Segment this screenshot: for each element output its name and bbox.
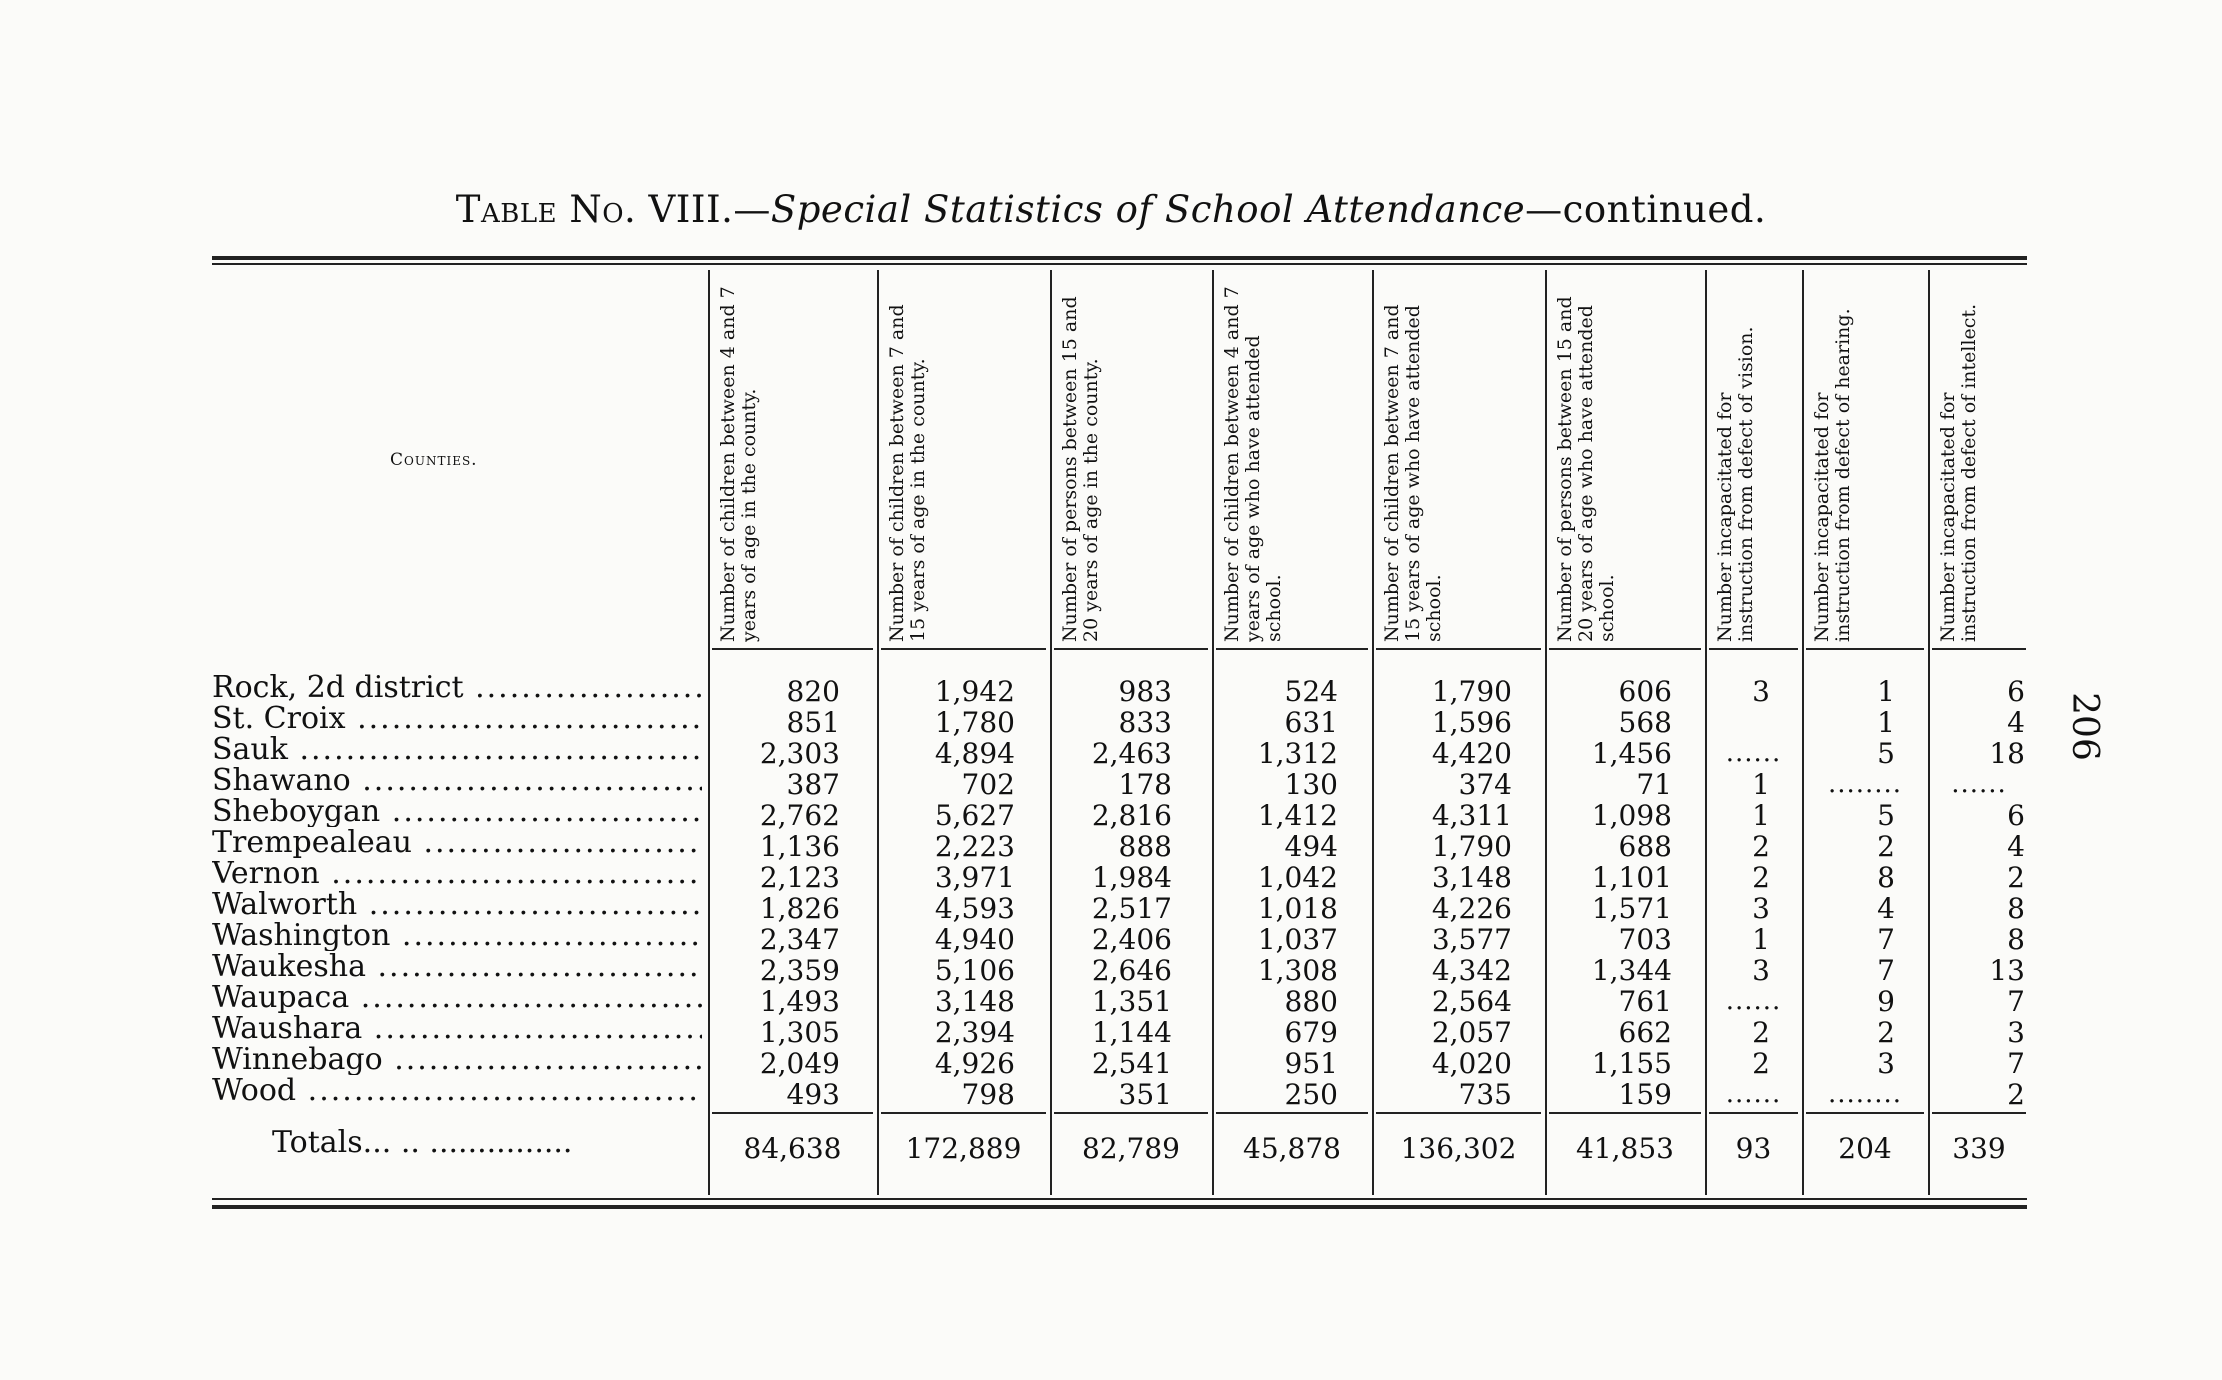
column-header	[1705, 270, 1802, 642]
totals-separator	[1054, 1112, 1208, 1114]
county-name: Washington .....	[212, 920, 702, 951]
top-rule	[212, 263, 2027, 265]
table-cell: 4,926	[934, 1047, 1015, 1080]
table-cell: 4,940	[934, 923, 1015, 956]
table-cell: 1,571	[1591, 892, 1672, 925]
county-name: Sheboygan .....	[212, 796, 702, 827]
table-cell: 568	[1618, 706, 1672, 739]
county-name: Winnebago .....	[212, 1044, 702, 1075]
table-cell: 494	[1284, 830, 1338, 863]
county-name: Waukesha .....	[212, 951, 702, 982]
table-cell: 1,155	[1591, 1047, 1672, 1080]
table-cell: 2	[2007, 1078, 2025, 1111]
totals-separator	[712, 1112, 873, 1114]
table-cell: 2,762	[759, 799, 840, 832]
table-cell: 2,303	[759, 737, 840, 770]
column-header	[708, 270, 877, 642]
table-cell: 178	[1118, 768, 1172, 801]
table-cell: 761	[1618, 985, 1672, 1018]
table-cell: 3,971	[934, 861, 1015, 894]
header-underline	[1709, 648, 1798, 650]
table-cell: 1,312	[1257, 737, 1338, 770]
column-header-text: Number of persons between 15 and 20 years of age in the county.	[1059, 296, 1102, 642]
page-title	[0, 188, 2222, 231]
table-cell: 1,308	[1257, 954, 1338, 987]
column-header-text: Number of children between 4 and 7 years of age who have attended school.	[1221, 286, 1285, 642]
county-name: Walworth .....	[212, 889, 702, 920]
table-cell: 2,394	[934, 1016, 1015, 1049]
column-header-text: Number incapacitated for instruction from defect of hearing.	[1811, 308, 1854, 642]
totals-cell: 82,789	[1082, 1132, 1180, 1165]
table-cell: 606	[1618, 675, 1672, 708]
table-cell: 250	[1284, 1078, 1338, 1111]
empty-cell: ......	[1725, 738, 1782, 768]
table-cell: 1	[1877, 675, 1895, 708]
table-cell: 4,311	[1431, 799, 1512, 832]
totals-cell: 339	[1952, 1132, 2006, 1165]
table-cell: 493	[786, 1078, 840, 1111]
totals-cell: 45,878	[1243, 1132, 1341, 1165]
table-cell: 159	[1618, 1078, 1672, 1111]
table-cell: 702	[961, 768, 1015, 801]
table-cell: 3	[2007, 1016, 2025, 1049]
title-italic: Special Statistics of School Attendance	[770, 188, 1526, 231]
column-header	[1212, 270, 1372, 642]
column-header-text: Number of persons between 15 and 20 years of age who have attended school.	[1554, 296, 1618, 642]
header-underline	[1376, 648, 1541, 650]
table-cell: 2	[2007, 861, 2025, 894]
table-cell: 2	[1877, 830, 1895, 863]
table-cell: 4,342	[1431, 954, 1512, 987]
table-cell: 1,101	[1591, 861, 1672, 894]
table-cell: 1,412	[1257, 799, 1338, 832]
header-underline	[712, 648, 873, 650]
table-cell: 1,826	[759, 892, 840, 925]
table-cell: 2,564	[1431, 985, 1512, 1018]
table-cell: 4,420	[1431, 737, 1512, 770]
county-name: Rock, 2d district .....	[212, 672, 702, 703]
table-cell: 2,646	[1091, 954, 1172, 987]
table-cell: 679	[1284, 1016, 1338, 1049]
totals-cell: 41,853	[1576, 1132, 1674, 1165]
table-cell: 387	[786, 768, 840, 801]
table-cell: 7	[2007, 985, 2025, 1018]
table-cell: 1,942	[934, 675, 1015, 708]
county-name: Waupaca .....	[212, 982, 702, 1013]
table-cell: 1,790	[1431, 830, 1512, 863]
totals-separator	[881, 1112, 1046, 1114]
table-cell: 6	[2007, 675, 2025, 708]
column-header-text: Number incapacitated for instruction from defect of intellect.	[1937, 303, 1980, 642]
county-name: Shawano .....	[212, 765, 702, 796]
totals-separator	[1709, 1112, 1798, 1114]
table-cell: 18	[1989, 737, 2025, 770]
county-name: Vernon .....	[212, 858, 702, 889]
table-cell: 1	[1752, 923, 1770, 956]
table-cell: 1,136	[759, 830, 840, 863]
table-cell: 3,148	[934, 985, 1015, 1018]
table-cell: 4,020	[1431, 1047, 1512, 1080]
table-cell: 631	[1284, 706, 1338, 739]
table-cell: 2	[1752, 861, 1770, 894]
header-underline	[1054, 648, 1208, 650]
table-cell: 1	[1752, 768, 1770, 801]
column-header	[877, 270, 1050, 642]
totals-label: Totals... .. ...............	[272, 1125, 573, 1160]
table-cell: 1,042	[1257, 861, 1338, 894]
column-header	[1050, 270, 1212, 642]
table-cell: 1,144	[1091, 1016, 1172, 1049]
table-cell: 880	[1284, 985, 1338, 1018]
table-cell: 130	[1284, 768, 1338, 801]
title-suffix: —continued.	[1525, 188, 1767, 231]
table-cell: 2,541	[1091, 1047, 1172, 1080]
table-cell: 5,106	[934, 954, 1015, 987]
table-cell: 7	[1877, 923, 1895, 956]
column-header-text: Number of children between 4 and 7 years of age in the county.	[717, 286, 760, 642]
totals-cell: 204	[1838, 1132, 1892, 1165]
table-cell: 1,984	[1091, 861, 1172, 894]
table-cell: 4,894	[934, 737, 1015, 770]
table-cell: 2,123	[759, 861, 840, 894]
column-header	[1372, 270, 1545, 642]
table-cell: 1,493	[759, 985, 840, 1018]
table-cell: 3	[1877, 1047, 1895, 1080]
column-header	[1545, 270, 1705, 642]
table-cell: 351	[1118, 1078, 1172, 1111]
table-cell: 13	[1989, 954, 2025, 987]
table-cell: 1	[1877, 706, 1895, 739]
table-cell: 2	[1752, 1047, 1770, 1080]
table-cell: 2,406	[1091, 923, 1172, 956]
table-cell: 1,780	[934, 706, 1015, 739]
table-cell: 703	[1618, 923, 1672, 956]
top-rule	[212, 256, 2027, 260]
table-cell: 1,790	[1431, 675, 1512, 708]
table-cell: 833	[1118, 706, 1172, 739]
table-cell: 8	[1877, 861, 1895, 894]
table-cell: 1,456	[1591, 737, 1672, 770]
table-cell: 9	[1877, 985, 1895, 1018]
table-cell: 820	[786, 675, 840, 708]
table-cell: 2,049	[759, 1047, 840, 1080]
table-cell: 3	[1752, 892, 1770, 925]
table-cell: 8	[2007, 892, 2025, 925]
table-cell: 4	[1877, 892, 1895, 925]
bottom-rule	[212, 1198, 2027, 1200]
header-underline	[1549, 648, 1701, 650]
county-name: Wood .....	[212, 1075, 702, 1106]
column-header	[1802, 270, 1928, 642]
table-cell: 2,223	[934, 830, 1015, 863]
totals-separator	[1549, 1112, 1701, 1114]
empty-cell: ......	[1725, 986, 1782, 1016]
table-cell: 6	[2007, 799, 2025, 832]
table-cell: 5	[1877, 799, 1895, 832]
totals-cell: 84,638	[743, 1132, 842, 1165]
table-cell: 2	[1752, 830, 1770, 863]
totals-separator	[1932, 1112, 2026, 1114]
table-cell: 2,347	[759, 923, 840, 956]
table-cell: 4,593	[934, 892, 1015, 925]
table-cell: 374	[1458, 768, 1512, 801]
column-header-text: Number of children between 7 and 15 years of age in the county.	[886, 304, 929, 642]
table-cell: 7	[1877, 954, 1895, 987]
table-cell: 1,098	[1591, 799, 1672, 832]
page-number: 206	[2063, 692, 2105, 761]
empty-cell: ......	[1951, 769, 2007, 799]
county-name: Sauk .....	[212, 734, 702, 765]
header-underline	[1216, 648, 1368, 650]
county-name: Waushara .....	[212, 1013, 702, 1044]
table-cell: 1,305	[759, 1016, 840, 1049]
table-cell: 951	[1284, 1047, 1338, 1080]
table-cell: 735	[1458, 1078, 1512, 1111]
header-underline	[881, 648, 1046, 650]
totals-separator	[1216, 1112, 1368, 1114]
table-cell: 2,816	[1091, 799, 1172, 832]
table-cell: 2,463	[1091, 737, 1172, 770]
totals-cell: 93	[1735, 1132, 1772, 1165]
table-cell: 3,577	[1431, 923, 1512, 956]
bottom-rule	[212, 1205, 2027, 1209]
table-cell: 7	[2007, 1047, 2025, 1080]
header-underline	[1806, 648, 1924, 650]
table-cell: 1,018	[1257, 892, 1338, 925]
empty-cell: ......	[1725, 1079, 1782, 1109]
table-cell: 1,344	[1591, 954, 1672, 987]
counties-header: Counties.	[390, 450, 478, 470]
table-cell: 662	[1618, 1016, 1672, 1049]
table-cell: 888	[1118, 830, 1172, 863]
table-cell: 1,037	[1257, 923, 1338, 956]
table-cell: 688	[1618, 830, 1672, 863]
table-cell: 851	[786, 706, 840, 739]
header-underline	[1932, 648, 2026, 650]
table-cell: 2,057	[1431, 1016, 1512, 1049]
table-cell: 8	[2007, 923, 2025, 956]
table-cell: 1,596	[1431, 706, 1512, 739]
table-cell: 71	[1636, 768, 1672, 801]
table-cell: 2	[1752, 1016, 1770, 1049]
totals-cell: 136,302	[1400, 1132, 1517, 1165]
table-cell: 4	[2007, 706, 2025, 739]
totals-separator	[1376, 1112, 1541, 1114]
table-cell: 4,226	[1431, 892, 1512, 925]
table-cell: 4	[2007, 830, 2025, 863]
table-cell: 3	[1752, 675, 1770, 708]
table-cell: 2	[1877, 1016, 1895, 1049]
county-name: St. Croix .....	[212, 703, 702, 734]
column-header	[1928, 270, 2030, 642]
table-cell: 2,517	[1091, 892, 1172, 925]
empty-cell: ........	[1827, 769, 1903, 799]
table-cell: 5,627	[934, 799, 1015, 832]
table-cell: 798	[961, 1078, 1015, 1111]
table-cell: 524	[1284, 675, 1338, 708]
county-name: Trempealeau .....	[212, 827, 702, 858]
table-cell: 5	[1877, 737, 1895, 770]
title-prefix: Table No. VIII.—	[455, 188, 771, 231]
table-cell: 3	[1752, 954, 1770, 987]
table-cell: 1	[1752, 799, 1770, 832]
table-cell: 983	[1118, 675, 1172, 708]
totals-cell: 172,889	[905, 1132, 1022, 1165]
table-cell: 1,351	[1091, 985, 1172, 1018]
table-cell: 2,359	[759, 954, 840, 987]
column-header-text: Number incapacitated for instruction from defect of vision.	[1714, 326, 1757, 642]
column-header-text: Number of children between 7 and 15 years of age who have attended school.	[1381, 304, 1445, 642]
totals-separator	[1806, 1112, 1924, 1114]
table-cell: 3,148	[1431, 861, 1512, 894]
empty-cell: ........	[1827, 1079, 1903, 1109]
